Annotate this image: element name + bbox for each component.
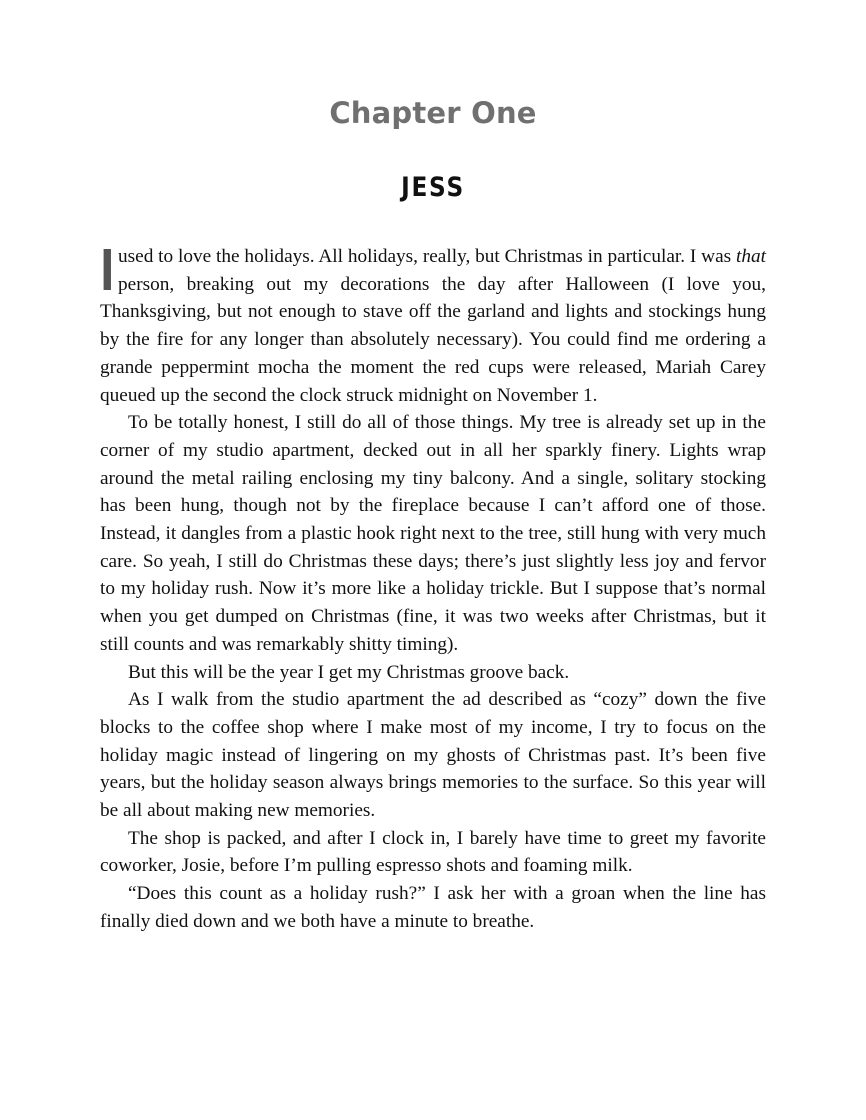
chapter-title: Chapter One [329,96,537,130]
italic-emphasis: that [736,246,766,267]
paragraph-1-text-a: used to love the holidays. All holidays, really, but Christmas in particular. I was [118,246,736,267]
paragraph-3: But this will be the year I get my Christmas groove back. [128,661,570,683]
paragraph-4: As I walk from the studio apartment the ad described as “cozy” down the five blocks to the coffee shop where I make most of my income, I try to focus on the holiday magic instead of lingering on my ghosts of Christmas past. It’s been five years, but the holiday season always brings memories to the surface. So this year will be all about making new memories. [100,689,766,822]
drop-cap: I [100,239,115,304]
paragraph-1-text-b: person, breaking out my decorations the day after Halloween (I love you, Thanksgiving, but not enough to stave off the garland and lights and stockings hung by the fire for any longer than absolutely necessary). You could find me ordering a grande peppermint mocha the moment the red cups were released, Mariah Carey queued up the second the clock struck midnight on November 1. [100,273,766,406]
chapter-character-name: JESS [401,172,465,203]
paragraph-2: To be totally honest, I still do all of those things. My tree is already set up in the corner of my studio apartment, decked out in all her sparkly finery. Lights wrap around the metal railing enclosing my tiny balcony. And a single, solitary stocking has been hung, though not by the fireplace because I can’t afford one of those. Instead, it dangles from a plastic hook right next to the tree, still hung with very much care. So yeah, I still do Christmas these days; there’s just slightly less joy and fervor to my holiday rush. Now it’s more like a holiday trickle. But I suppose that’s normal when you get dumped on Christmas (fine, it was two weeks after Christmas, but it still counts and was remarkably shitty timing). [100,412,766,655]
paragraph-5: The shop is packed, and after I clock in, I barely have time to greet my favorite coworker, Josie, before I’m pulling espresso shots and foaming milk. [100,827,766,877]
paragraph-6: “Does this count as a holiday rush?” I ask her with a groan when the line has finally died down and we both have a minute to breathe. [100,883,766,932]
chapter-body [100,239,766,936]
paragraph-1 [100,239,766,409]
